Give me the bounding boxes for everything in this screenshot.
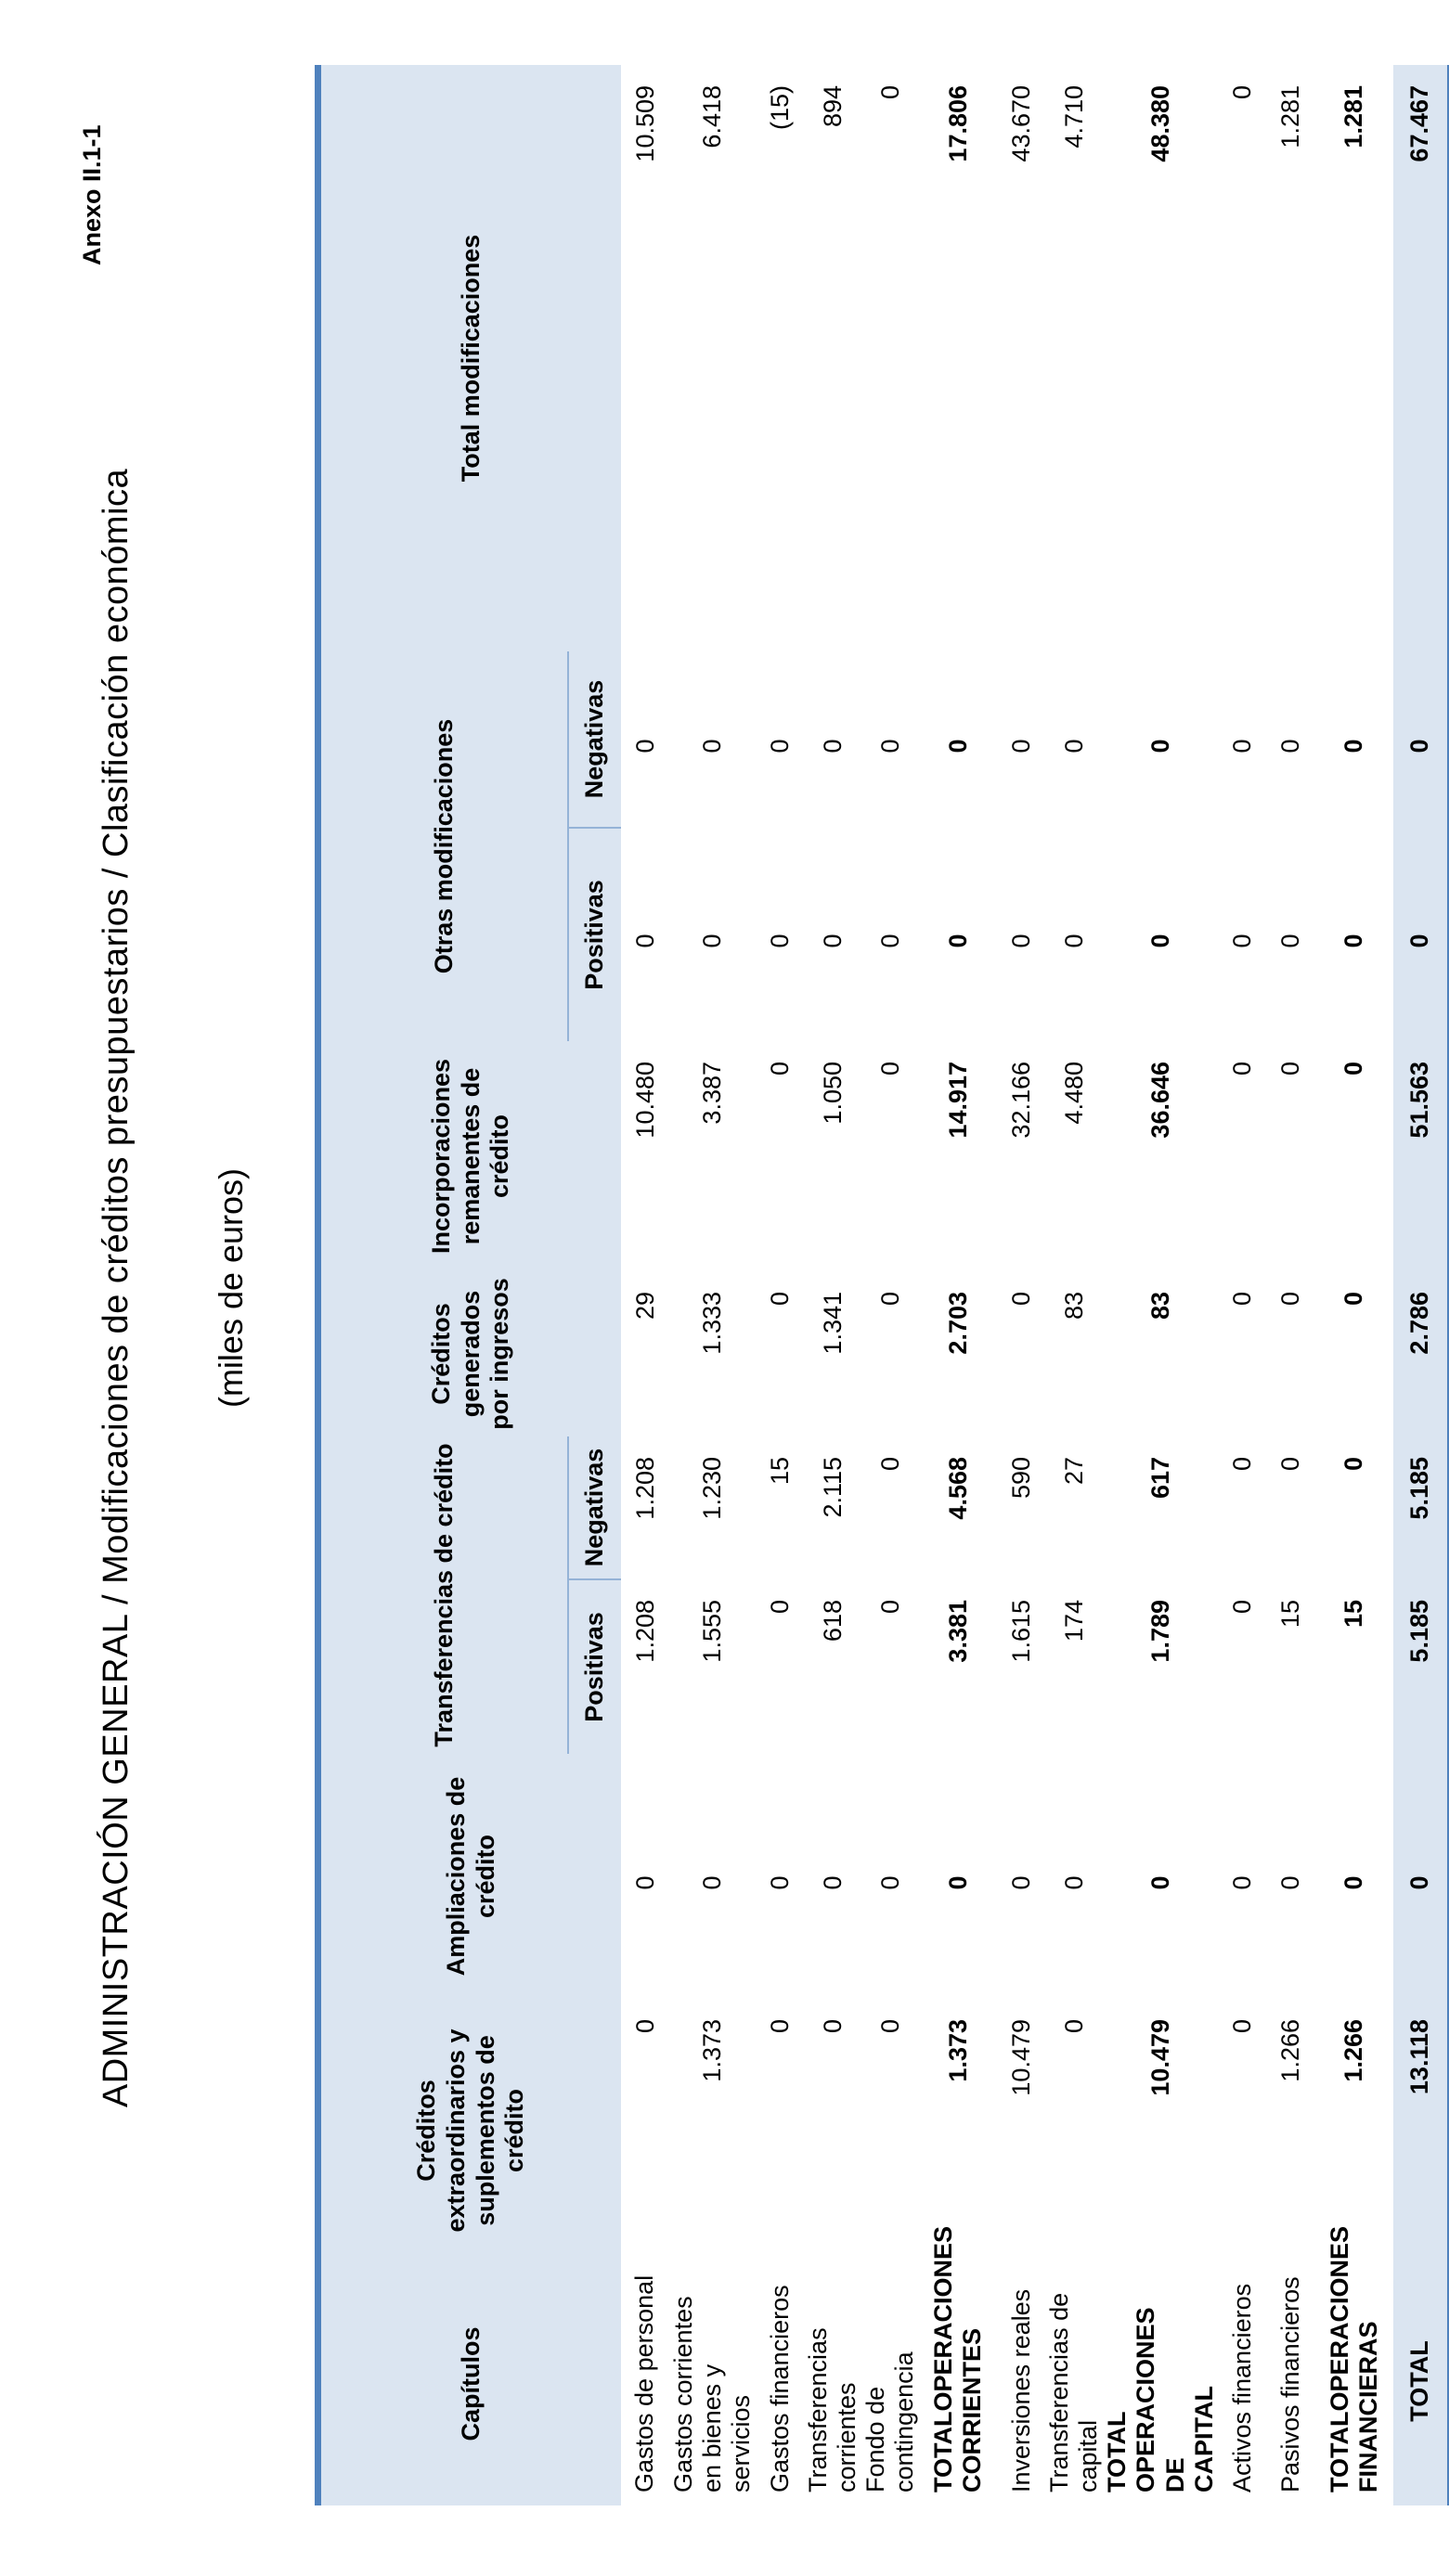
header-ampliaciones: Ampliaciones de crédito — [318, 1754, 622, 1999]
cell-generados: 0 — [1228, 1291, 1257, 1307]
cell-otras-pos: 0 — [630, 934, 659, 948]
cell-total: 17.806 — [943, 84, 972, 162]
cell-otras-pos: 0 — [698, 934, 727, 948]
cell-trans-pos: 15 — [1339, 1600, 1368, 1629]
cell-otras-pos: 0 — [1146, 934, 1175, 948]
cell-trans-pos: 0 — [1228, 1600, 1257, 1615]
cell-generados: 0 — [1339, 1291, 1368, 1307]
cell-otras-neg: 0 — [943, 739, 972, 753]
cell-generados: 2.703 — [943, 1291, 972, 1355]
cell-incorporaciones: 32.166 — [1006, 1061, 1035, 1139]
row-label-line2: CORRIENTES — [958, 2327, 987, 2492]
cell-ampliaciones: 0 — [630, 1875, 659, 1890]
cell-creditos-extra: 10.479 — [1006, 2019, 1035, 2096]
cell-otras-pos: 0 — [875, 934, 904, 948]
table-row — [621, 65, 669, 2505]
cell-trans-neg: 4.568 — [943, 1456, 972, 1520]
cell-ampliaciones: 0 — [1228, 1875, 1257, 1890]
cell-otras-pos: 0 — [1339, 934, 1368, 948]
header-transferencias: Transferencias de crédito — [318, 1436, 569, 1754]
table-row — [669, 65, 756, 2505]
cell-generados: 0 — [765, 1291, 794, 1307]
cell-incorporaciones: 1.050 — [818, 1061, 847, 1125]
cell-creditos-extra: 0 — [1228, 2019, 1257, 2034]
header-capitulos: Capítulos — [318, 2262, 622, 2505]
cell-generados: 0 — [875, 1291, 904, 1307]
modifications-table — [315, 65, 1449, 2505]
row-label — [1315, 2225, 1393, 2505]
cell-total: 10.509 — [630, 84, 659, 162]
cell-otras-pos: 0 — [1228, 934, 1257, 948]
grand-total-row — [1393, 65, 1449, 2505]
cell-total: 1.281 — [1339, 84, 1368, 148]
cell-creditos-extra: 10.479 — [1146, 2019, 1175, 2096]
cell-total: 1.281 — [1276, 84, 1305, 148]
row-label — [1103, 2262, 1218, 2505]
cell-trans-pos: 5.185 — [1393, 1579, 1449, 1754]
cell-incorporaciones: 36.646 — [1146, 1061, 1175, 1139]
cell-incorporaciones: 0 — [1276, 1061, 1305, 1076]
cell-otras-neg: 0 — [1146, 739, 1175, 753]
cell-trans-neg: 5.185 — [1393, 1436, 1449, 1579]
cell-total: 67.467 — [1393, 65, 1449, 651]
cell-trans-neg: 27 — [1059, 1456, 1088, 1486]
cell-incorporaciones: 51.563 — [1393, 1041, 1449, 1271]
cell-otras-neg: 0 — [1276, 739, 1305, 753]
cell-ampliaciones: 0 — [875, 1875, 904, 1890]
table-row — [997, 65, 1045, 2505]
table-row — [804, 65, 861, 2505]
row-label-part: TOTAL — [1325, 2411, 1353, 2492]
cell-total: 0 — [1228, 84, 1257, 100]
cell-total: (15) — [765, 84, 794, 130]
header-total-modificaciones: Total modificaciones — [318, 65, 622, 651]
row-label: Gastos financieros — [765, 2285, 794, 2492]
cell-trans-neg: 0 — [1276, 1456, 1305, 1472]
cell-incorporaciones: 3.387 — [698, 1061, 727, 1125]
cell-ampliaciones: 0 — [1276, 1875, 1305, 1890]
page-title: ADMINISTRACIÓN GENERAL / Modificaciones de créditos presupuestarios / Clasificación económica — [97, 468, 136, 2108]
header-generados: Créditos generados por ingresos — [318, 1271, 622, 1436]
cell-incorporaciones: 0 — [1228, 1061, 1257, 1076]
cell-otras-pos: 0 — [1006, 934, 1035, 948]
cell-trans-pos: 1.615 — [1006, 1600, 1035, 1663]
cell-creditos-extra: 0 — [875, 2019, 904, 2034]
table-row — [1045, 65, 1103, 2505]
cell-trans-neg: 2.115 — [818, 1456, 847, 1518]
row-label-line1: TOTAL OPERACIONES DE — [1103, 2307, 1189, 2492]
header-otras-modificaciones: Otras modificaciones — [318, 651, 569, 1041]
row-label-line2: CAPITAL — [1189, 2386, 1218, 2492]
cell-total: 0 — [875, 84, 904, 100]
annex-label: Anexo II.1-1 — [78, 124, 106, 265]
cell-trans-pos: 1.208 — [630, 1600, 659, 1663]
cell-otras-pos: 0 — [1276, 934, 1305, 948]
cell-trans-pos: 618 — [818, 1600, 847, 1642]
cell-otras-neg: 0 — [765, 739, 794, 753]
header-creditos-extraordinarios: Créditos extraordinarios y suplementos de crédito — [318, 1999, 622, 2262]
header-otras-positivas: Positivas — [568, 828, 621, 1041]
cell-otras-neg: 0 — [698, 739, 727, 753]
cell-total: 48.380 — [1146, 84, 1175, 162]
cell-otras-neg: 0 — [1393, 651, 1449, 828]
row-label: Transferencias de capital — [1045, 2292, 1103, 2492]
cell-otras-pos: 0 — [1393, 828, 1449, 1041]
cell-otras-neg: 0 — [1228, 739, 1257, 753]
cell-ampliaciones: 0 — [1059, 1875, 1088, 1890]
cell-otras-neg: 0 — [1059, 739, 1088, 753]
row-label-line1 — [929, 2225, 958, 2492]
cell-trans-pos: 1.555 — [698, 1600, 727, 1663]
row-label: Activos financieros — [1228, 2283, 1257, 2492]
cell-trans-neg: 0 — [875, 1456, 904, 1472]
cell-incorporaciones: 0 — [1339, 1061, 1368, 1076]
subtotal-row — [1103, 65, 1218, 2505]
cell-trans-pos: 0 — [765, 1600, 794, 1615]
units-subtitle: (miles de euros) — [212, 1167, 250, 1409]
table-row — [1219, 65, 1267, 2505]
cell-incorporaciones: 10.480 — [630, 1061, 659, 1139]
cell-generados: 1.341 — [818, 1291, 847, 1355]
cell-ampliaciones: 0 — [765, 1875, 794, 1890]
cell-generados: 2.786 — [1393, 1271, 1449, 1436]
cell-generados: 0 — [1276, 1291, 1305, 1307]
cell-trans-neg: 0 — [1228, 1456, 1257, 1472]
cell-creditos-extra: 1.373 — [943, 2019, 972, 2082]
cell-total: 6.418 — [698, 84, 727, 148]
cell-creditos-extra: 0 — [765, 2019, 794, 2034]
cell-trans-pos: 3.381 — [943, 1600, 972, 1663]
cell-creditos-extra: 0 — [630, 2019, 659, 2034]
cell-incorporaciones: 0 — [765, 1061, 794, 1076]
row-label: Inversiones reales — [1006, 2288, 1035, 2492]
header-transferencias-positivas: Positivas — [568, 1579, 621, 1754]
cell-creditos-extra: 1.266 — [1339, 2019, 1368, 2082]
cell-otras-neg: 0 — [1339, 739, 1368, 753]
cell-ampliaciones: 0 — [1146, 1875, 1175, 1890]
subtotal-row — [1315, 65, 1393, 2505]
cell-creditos-extra: 0 — [1059, 2019, 1088, 2034]
header-otras-negativas: Negativas — [568, 651, 621, 828]
row-label-line2: FINANCIERAS — [1353, 2321, 1382, 2492]
cell-trans-neg: 0 — [1339, 1456, 1368, 1472]
cell-ampliaciones: 0 — [943, 1875, 972, 1890]
cell-ampliaciones: 0 — [698, 1875, 727, 1890]
cell-otras-neg: 0 — [875, 739, 904, 753]
cell-creditos-extra: 0 — [818, 2019, 847, 2034]
cell-total: 4.710 — [1059, 84, 1088, 148]
cell-ampliaciones: 0 — [818, 1875, 847, 1890]
table-row — [1267, 65, 1315, 2505]
cell-total: 43.670 — [1006, 84, 1035, 162]
cell-incorporaciones: 0 — [875, 1061, 904, 1076]
cell-ampliaciones: 0 — [1393, 1754, 1449, 1999]
cell-incorporaciones: 14.917 — [943, 1061, 972, 1139]
cell-otras-neg: 0 — [1006, 739, 1035, 753]
cell-incorporaciones: 4.480 — [1059, 1061, 1088, 1125]
cell-trans-neg: 1.208 — [630, 1456, 659, 1520]
row-label: TOTAL — [1393, 2262, 1449, 2505]
row-label: Fondo de contingencia — [861, 2351, 919, 2492]
row-label-part: OPERACIONES — [929, 2225, 958, 2412]
cell-trans-neg: 15 — [765, 1456, 794, 1486]
cell-trans-pos: 1.789 — [1146, 1600, 1175, 1663]
cell-generados: 83 — [1059, 1291, 1088, 1320]
row-label: Gastos corrientes en bienes y servicios — [669, 2296, 756, 2492]
cell-creditos-extra: 1.266 — [1276, 2019, 1305, 2082]
cell-ampliaciones: 0 — [1006, 1875, 1035, 1890]
cell-ampliaciones: 0 — [1339, 1875, 1368, 1890]
row-label: Transferencias corrientes — [804, 2327, 861, 2492]
cell-trans-neg: 590 — [1006, 1456, 1035, 1500]
subtotal-row — [919, 65, 997, 2505]
cell-generados: 0 — [1006, 1291, 1035, 1307]
cell-generados: 1.333 — [698, 1291, 727, 1355]
cell-creditos-extra: 1.373 — [698, 2019, 727, 2082]
header-transferencias-negativas: Negativas — [568, 1436, 621, 1579]
cell-generados: 29 — [630, 1291, 659, 1320]
cell-otras-pos: 0 — [765, 934, 794, 948]
cell-trans-pos: 174 — [1059, 1600, 1088, 1642]
table-row — [861, 65, 919, 2505]
cell-total: 894 — [818, 84, 847, 128]
cell-trans-pos: 15 — [1276, 1600, 1305, 1629]
table-row — [756, 65, 804, 2505]
row-label: Pasivos financieros — [1276, 2276, 1305, 2492]
row-label: Gastos de personal — [630, 2274, 659, 2492]
cell-otras-neg: 0 — [818, 739, 847, 753]
cell-trans-pos: 0 — [875, 1600, 904, 1615]
cell-trans-neg: 617 — [1146, 1456, 1175, 1500]
cell-otras-pos: 0 — [943, 934, 972, 948]
modifications-table-wrapper — [315, 65, 1449, 2505]
cell-otras-pos: 0 — [818, 934, 847, 948]
cell-otras-neg: 0 — [630, 739, 659, 753]
row-label-line1 — [1325, 2225, 1354, 2492]
row-label — [919, 2225, 997, 2505]
header-incorporaciones: Incorporaciones remanentes de crédito — [318, 1041, 622, 1271]
cell-creditos-extra: 13.118 — [1393, 1999, 1449, 2262]
row-label-part: OPERACIONES — [1325, 2225, 1353, 2412]
cell-generados: 83 — [1146, 1291, 1175, 1320]
cell-trans-neg: 1.230 — [698, 1456, 727, 1520]
cell-otras-pos: 0 — [1059, 934, 1088, 948]
row-label-part: TOTAL — [929, 2411, 958, 2492]
